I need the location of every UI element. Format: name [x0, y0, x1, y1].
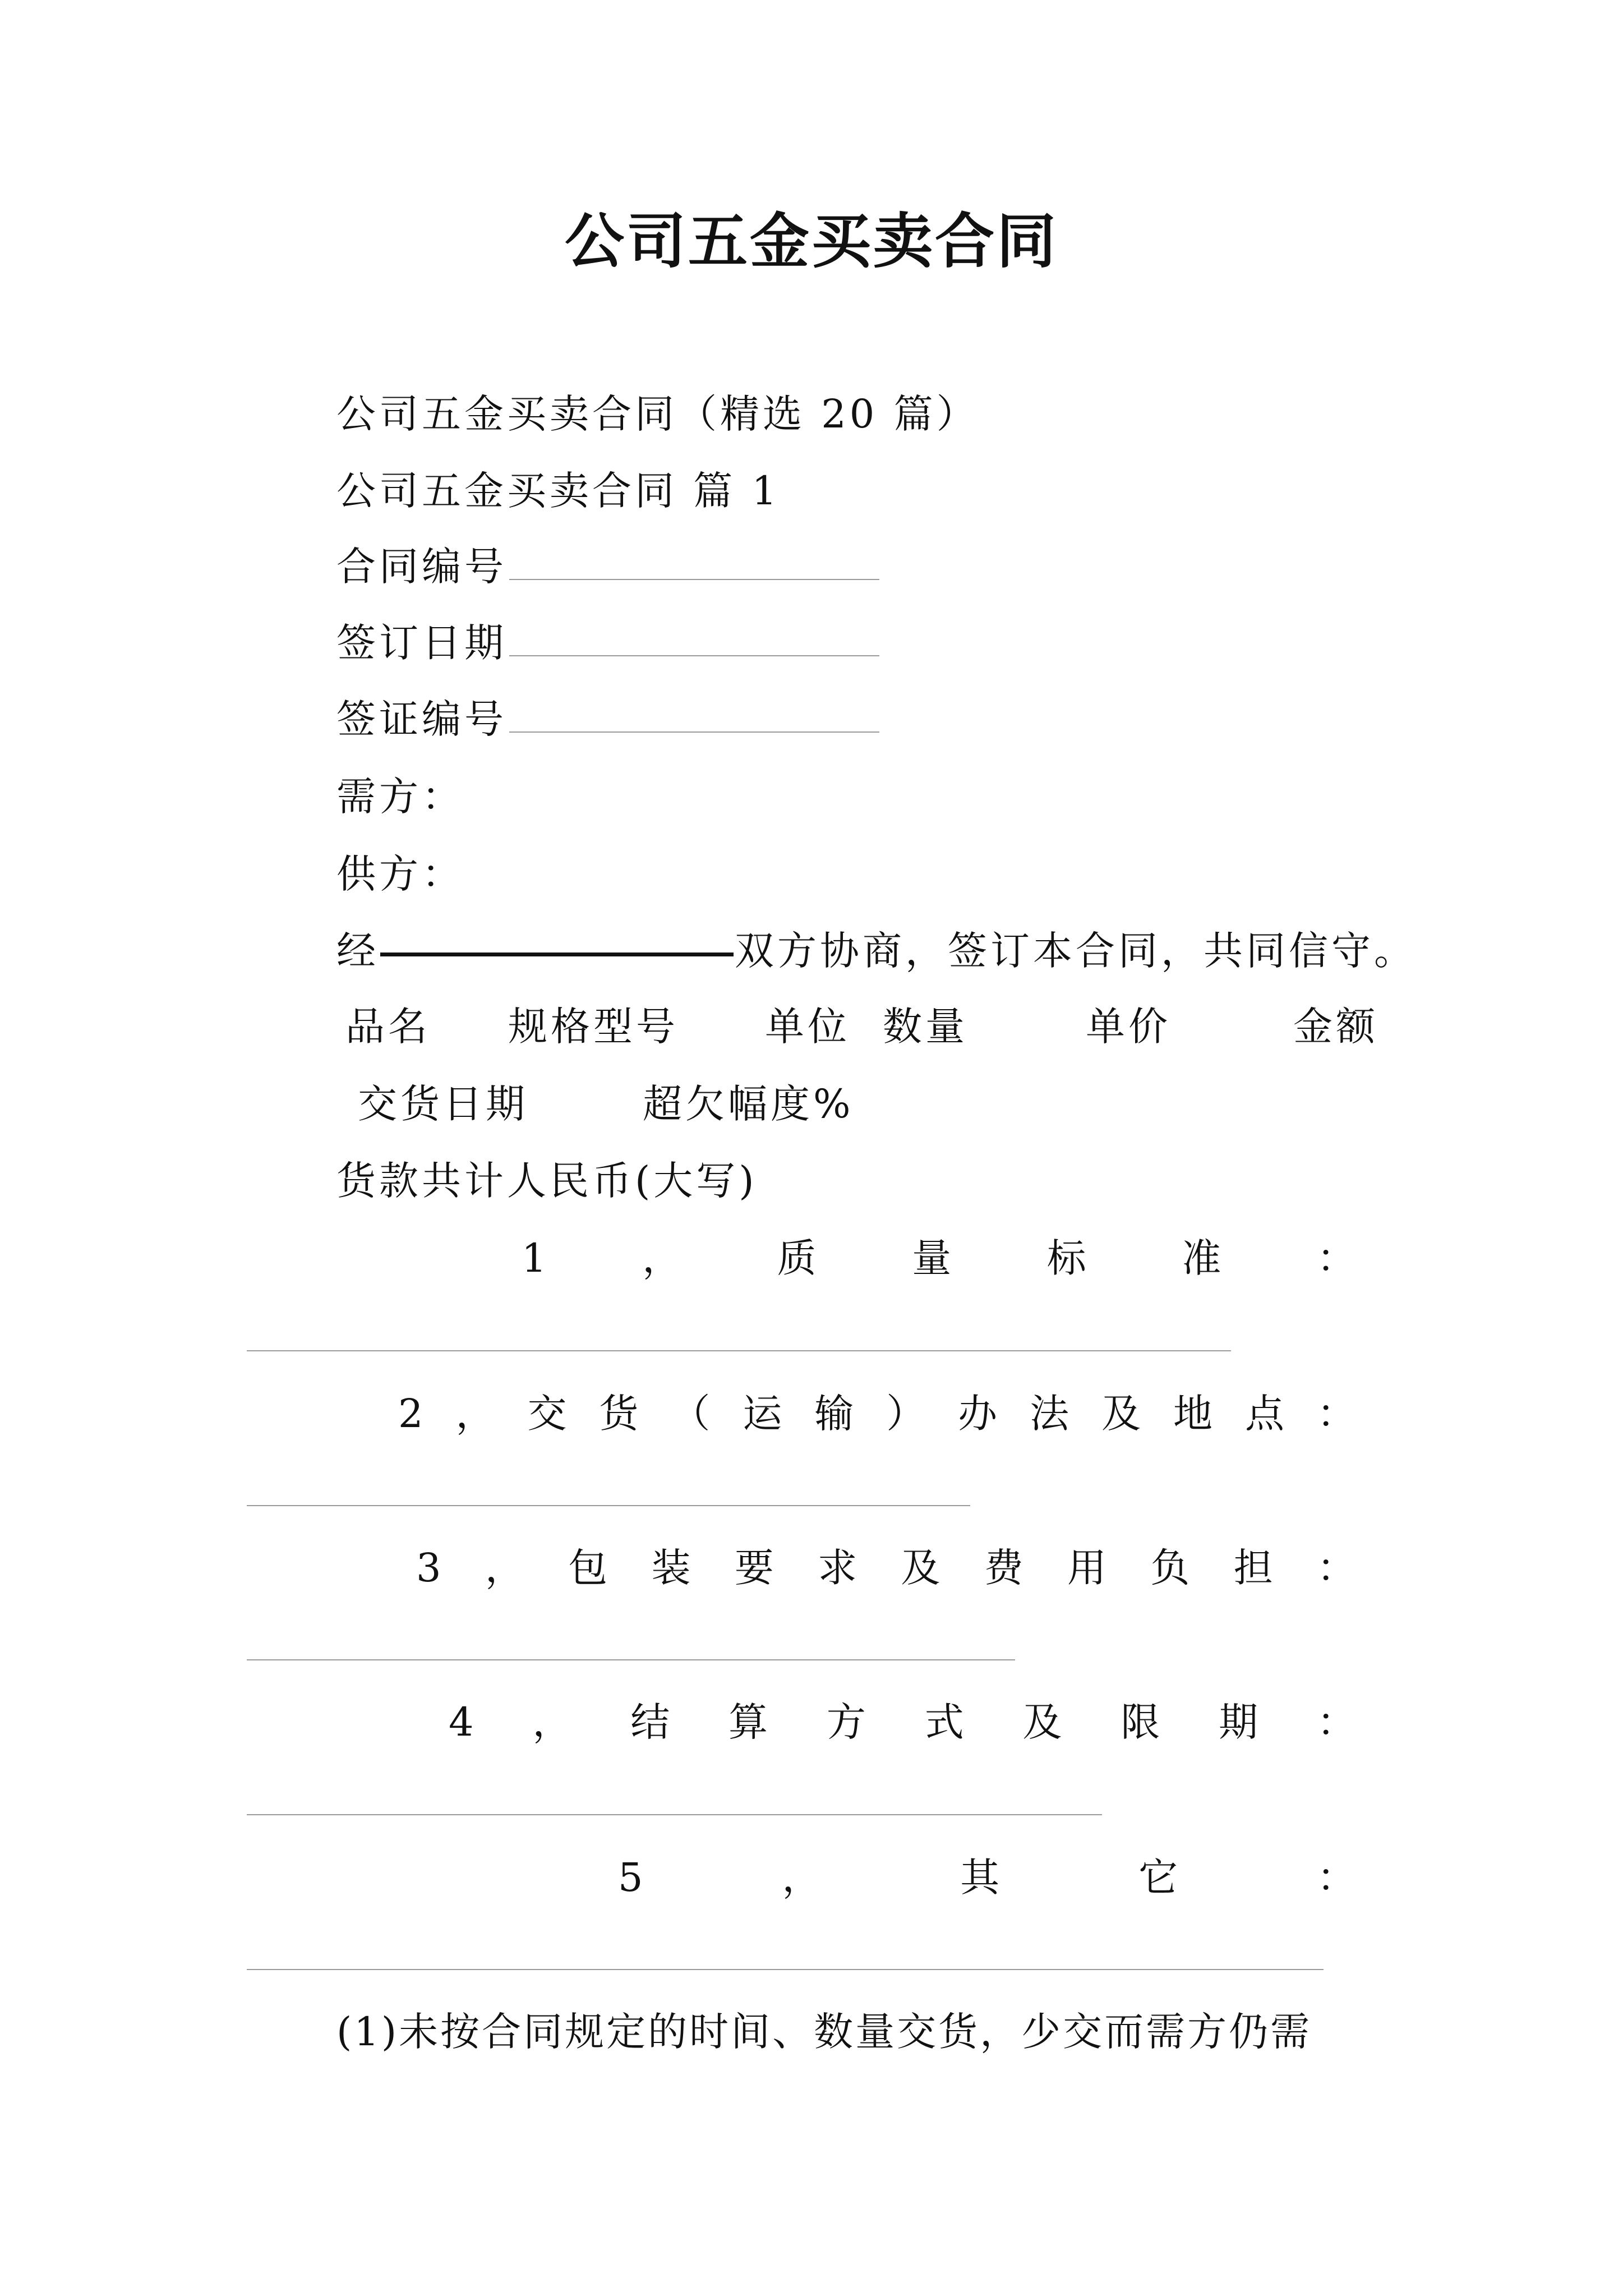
header-amount: 金额	[1293, 1004, 1378, 1050]
clause-separator: ，	[485, 1545, 524, 1591]
header-unit-price: 单价	[1086, 1004, 1171, 1050]
clause-char: 包	[568, 1545, 608, 1591]
clause-4-heading	[449, 1694, 1356, 1750]
clause-separator: ，	[455, 1391, 495, 1437]
clause-char: 及	[1022, 1699, 1062, 1745]
clause-separator: ，	[782, 1855, 822, 1901]
buyer-label: 需方：	[336, 774, 464, 820]
clause-char: 负	[1150, 1545, 1190, 1591]
clause-char: 量	[912, 1235, 952, 1281]
clause-char: 结	[630, 1699, 670, 1745]
sign-date-label: 签订日期	[336, 620, 507, 666]
clause-5-fill-line	[247, 1969, 1324, 1970]
clause-3-heading	[416, 1540, 1356, 1596]
clause-colon: ：	[1316, 1235, 1356, 1281]
agreement-suffix: 双方协商，签订本合同，共同信守。	[735, 928, 1417, 974]
penalty-clause-text: (1)未按合同规定的时间、数量交货，少交而需方仍需	[336, 2009, 1312, 2055]
header-spec-model: 规格型号	[508, 1004, 679, 1050]
clause-char: 准	[1182, 1235, 1221, 1281]
clause-separator: ，	[532, 1699, 572, 1745]
clause-3-fill-line	[247, 1659, 1015, 1660]
clause-char: 要	[734, 1545, 774, 1591]
section-heading: 公司五金买卖合同 篇 1	[336, 468, 781, 514]
header-over-under-range: 超欠幅度%	[643, 1081, 854, 1127]
clause-char: 地	[1173, 1391, 1213, 1437]
clause-char: 它	[1138, 1855, 1178, 1901]
clause-5-heading	[618, 1849, 1356, 1906]
clause-number: 1	[522, 1235, 547, 1281]
clause-number: 3	[416, 1545, 441, 1591]
total-amount-label: 货款共计人民币(大写)	[336, 1158, 758, 1204]
clause-1-heading	[522, 1230, 1356, 1286]
clause-char: 算	[728, 1699, 768, 1745]
clause-2-heading	[398, 1386, 1356, 1442]
clause-char: 标	[1046, 1235, 1086, 1281]
clause-char: 及	[901, 1545, 940, 1591]
clause-char: 法	[1030, 1391, 1069, 1437]
header-product-name: 品名	[345, 1004, 431, 1050]
clause-4-fill-line	[247, 1814, 1102, 1815]
clause-char: 期	[1219, 1699, 1258, 1745]
clause-char: 货	[599, 1391, 639, 1437]
clause-2-fill-line	[247, 1505, 970, 1506]
clause-colon: ：	[1316, 1391, 1356, 1437]
clause-char: 交	[527, 1391, 567, 1437]
clause-char: 担	[1233, 1545, 1273, 1591]
clause-char: 点	[1244, 1391, 1284, 1437]
visa-number-field	[336, 691, 879, 747]
clause-char: ）	[886, 1391, 926, 1437]
document-title: 公司五金买卖合同	[565, 206, 1058, 276]
clause-char: 输	[814, 1391, 854, 1437]
clause-colon: ：	[1317, 1699, 1356, 1745]
clause-number: 5	[618, 1855, 643, 1901]
contract-number-field	[336, 539, 879, 595]
clause-char: （	[671, 1391, 711, 1437]
contract-number-label: 合同编号	[336, 544, 507, 590]
clause-char: 运	[743, 1391, 782, 1437]
clause-separator: ，	[642, 1235, 682, 1281]
document-subtitle: 公司五金买卖合同（精选 20 篇）	[336, 391, 979, 437]
sign-date-blank	[509, 622, 879, 656]
agreement-line	[336, 923, 1417, 979]
clause-char: 及	[1101, 1391, 1141, 1437]
agreement-prefix: 经	[336, 928, 379, 974]
clause-char: 式	[924, 1699, 964, 1745]
header-quantity: 数量	[883, 1004, 968, 1050]
clause-char: 用	[1067, 1545, 1107, 1591]
clause-char: 质	[777, 1235, 817, 1281]
header-delivery-date: 交货日期	[358, 1081, 528, 1127]
clause-1-fill-line	[247, 1350, 1231, 1351]
contract-number-blank	[509, 545, 879, 580]
clause-char: 限	[1121, 1699, 1160, 1745]
clause-colon: ：	[1316, 1545, 1356, 1591]
clause-char: 其	[960, 1855, 1000, 1901]
clause-number: 4	[449, 1699, 474, 1745]
visa-number-blank	[509, 698, 879, 733]
clause-char: 费	[984, 1545, 1023, 1591]
clause-char: 方	[826, 1699, 866, 1745]
clause-char: 装	[651, 1545, 691, 1591]
clause-char: 求	[818, 1545, 857, 1591]
clause-char: 办	[958, 1391, 998, 1437]
visa-number-label: 签证编号	[336, 696, 507, 742]
seller-label: 供方：	[336, 851, 464, 897]
clause-colon: ：	[1316, 1855, 1356, 1901]
agreement-dash	[380, 953, 734, 956]
clause-number: 2	[398, 1391, 423, 1437]
header-unit: 单位	[765, 1004, 850, 1050]
sign-date-field	[336, 615, 879, 671]
